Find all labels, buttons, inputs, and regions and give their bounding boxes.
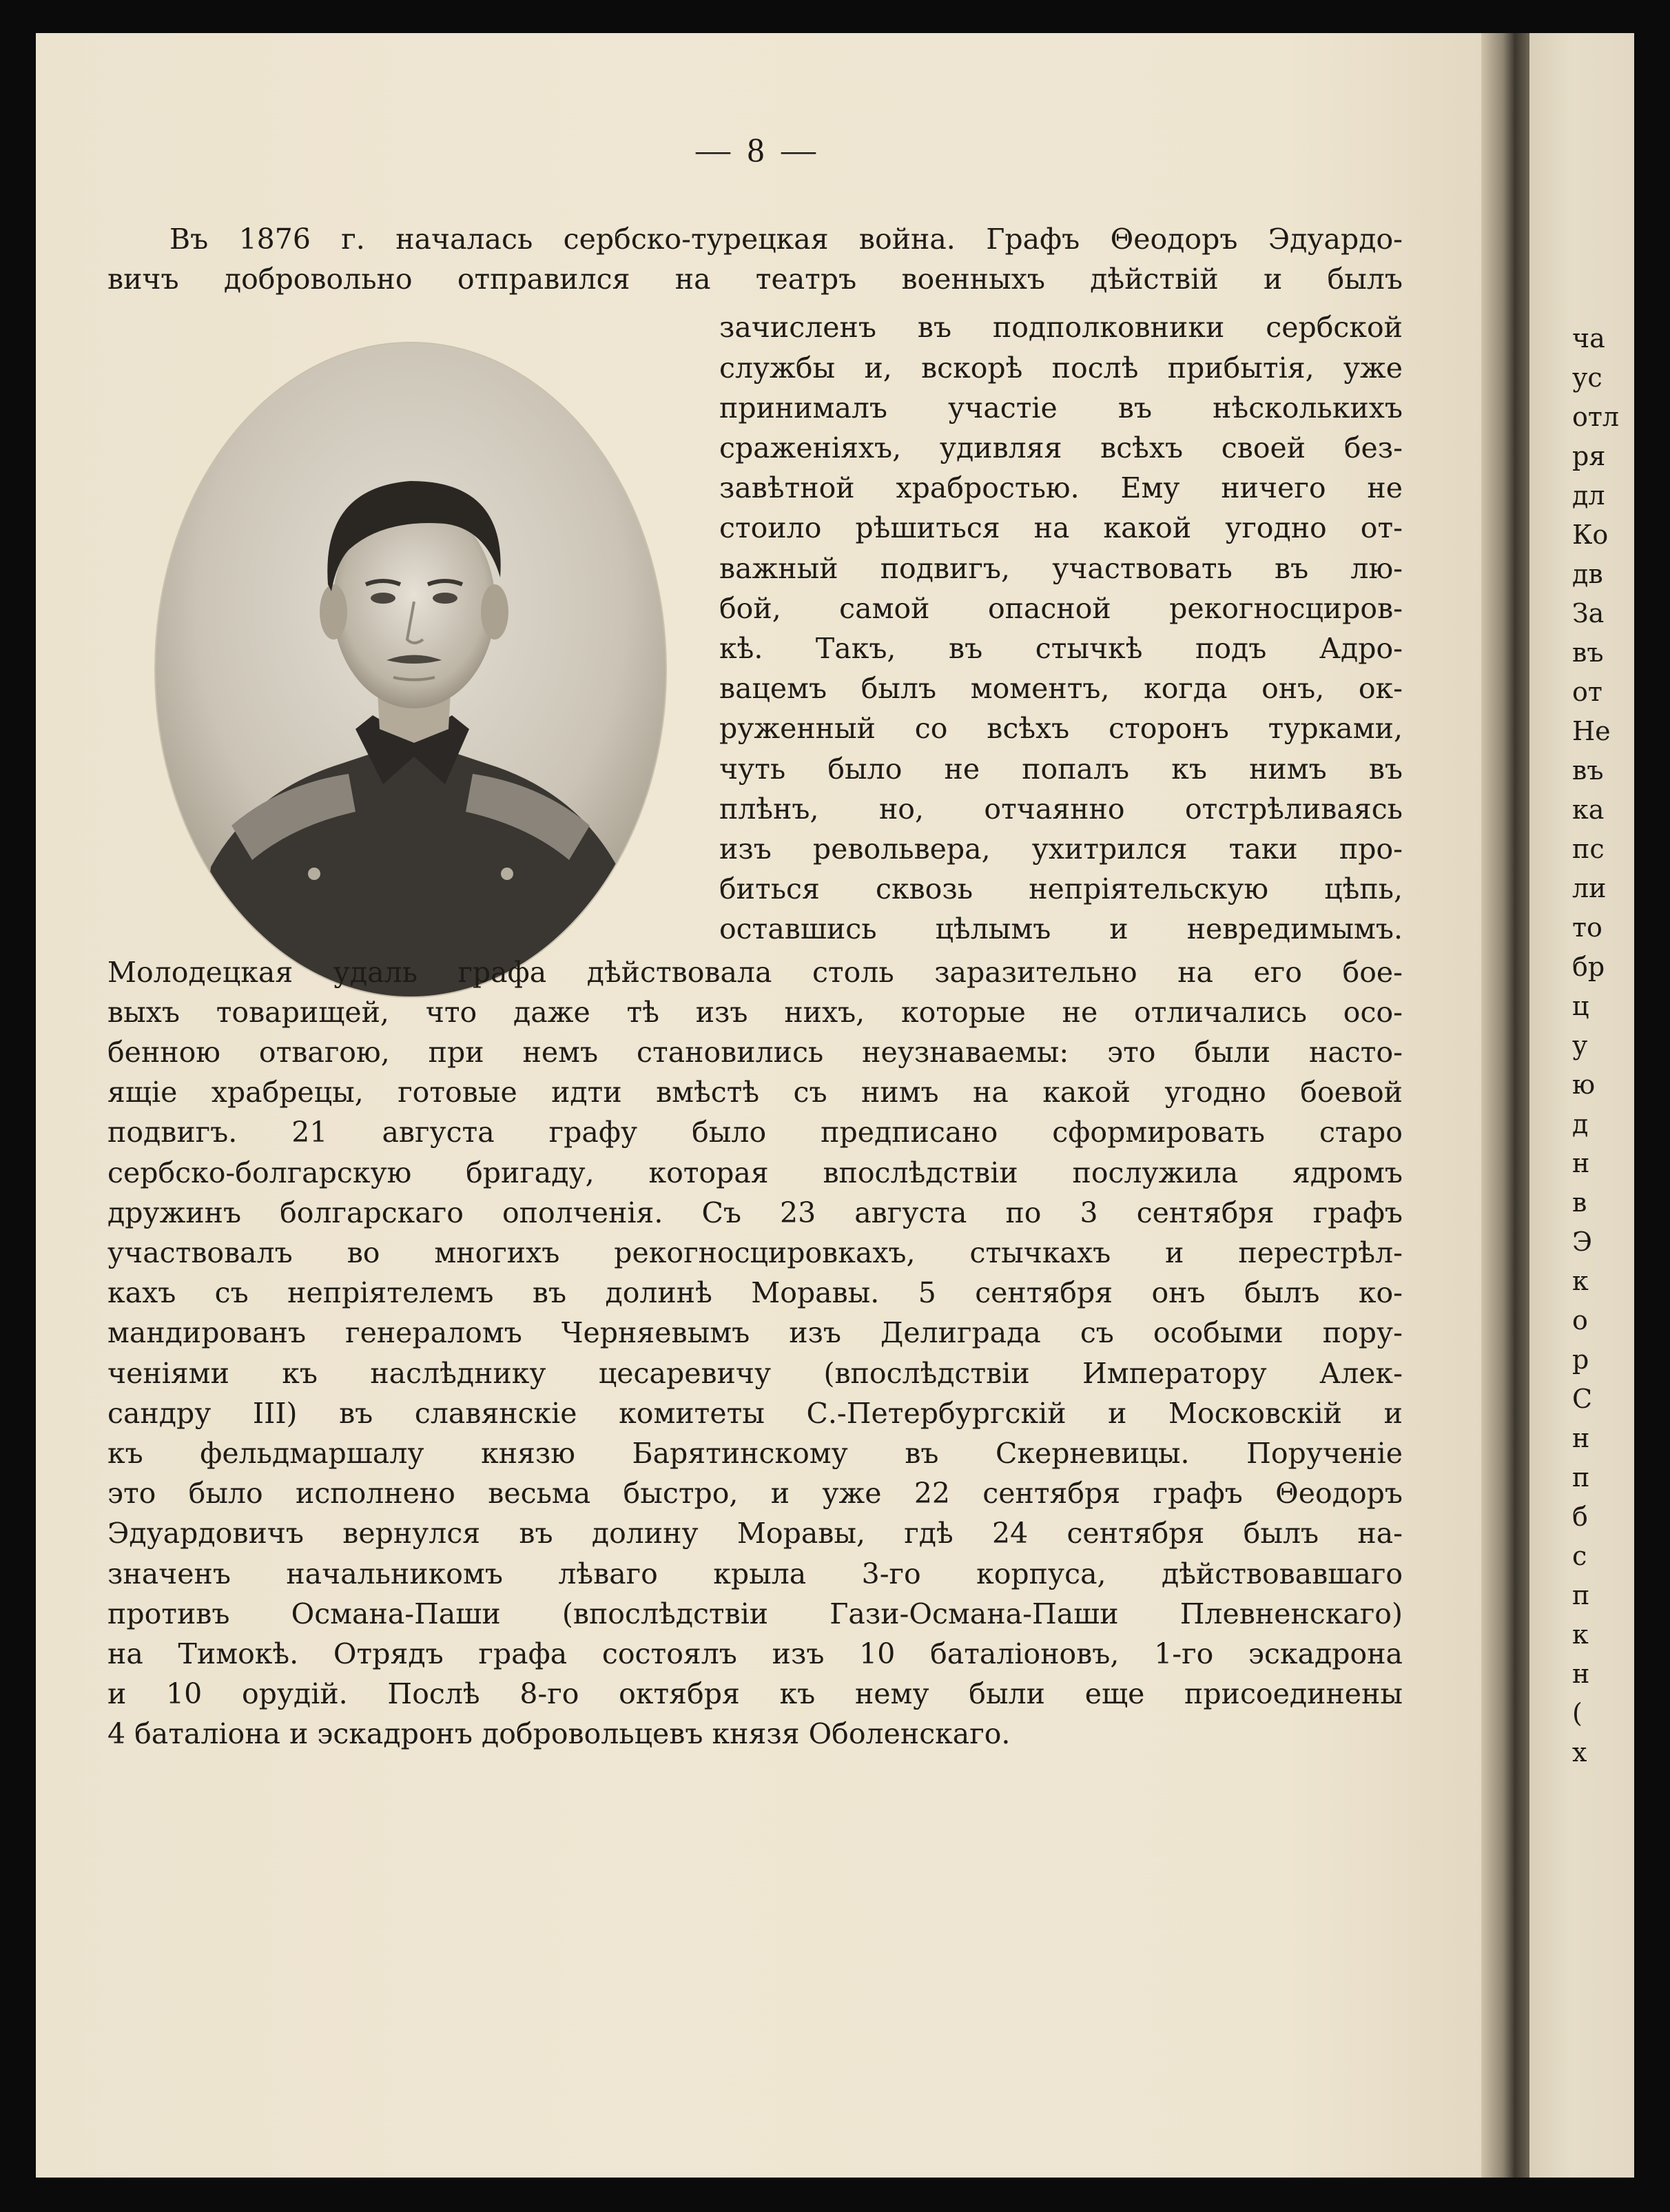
- facing-page-fragment: в: [1572, 1187, 1587, 1218]
- paragraph-line: вацемъ былъ моментъ, когда онъ, ок-: [719, 672, 1403, 706]
- paragraph-line: выхъ товарищей, что даже тѣ изъ нихъ, которые не отличались осо-: [107, 995, 1403, 1029]
- facing-page-fragment: р: [1572, 1344, 1589, 1375]
- paragraph-line: бой, самой опасной рекогносциров-: [719, 591, 1403, 625]
- facing-page-fragment: о: [1572, 1305, 1588, 1335]
- paragraph-line: и 10 орудій. Послѣ 8-го октября къ нему были еще присоединены: [107, 1677, 1403, 1711]
- facing-page-fragment: к: [1572, 1266, 1589, 1296]
- facing-page-fragment: п: [1572, 1580, 1590, 1610]
- paragraph-line: вичъ добровольно отправился на театръ военныхъ дѣйствій и былъ: [107, 263, 1403, 296]
- paragraph-line: Эдуардовичъ вернулся въ долину Моравы, гдѣ 24 сентября былъ на-: [107, 1517, 1403, 1550]
- book-gutter: [1481, 33, 1529, 2178]
- paragraph-line: къ фельдмаршалу князю Барятинскому въ Скерневицы. Порученіе: [107, 1437, 1403, 1470]
- facing-page-fragment: то: [1572, 912, 1602, 943]
- paragraph-line: значенъ начальникомъ лѣваго крыла 3-го корпуса, дѣйствовавшаго: [107, 1557, 1403, 1590]
- paragraph-line: кахъ съ непріятелемъ въ долинѣ Моравы. 5 сентября онъ былъ ко-: [107, 1276, 1403, 1310]
- page-number: — 8 —: [696, 130, 820, 169]
- paragraph-line: сандру III) въ славянскіе комитеты С.-Петербургскій и Московскій и: [107, 1396, 1403, 1430]
- facing-page-fragment: Э: [1572, 1227, 1593, 1257]
- paragraph-line: это было исполнено весьма быстро, и уже 22 сентября графъ Θеодоръ: [107, 1477, 1403, 1510]
- paragraph-line: чуть было не попалъ къ нимъ въ: [719, 752, 1403, 786]
- facing-page-fragment: въ: [1572, 637, 1604, 668]
- facing-page-fragment: д: [1572, 1109, 1589, 1139]
- paragraph-line: дружинъ болгарскаго ополченія. Съ 23 августа по 3 сентября графъ: [107, 1196, 1403, 1229]
- facing-page-fragment: Ко: [1572, 520, 1609, 550]
- facing-page-fragment: За: [1572, 598, 1605, 628]
- facing-page-fragment: б: [1572, 1502, 1588, 1532]
- facing-page-fragment: въ: [1572, 755, 1604, 786]
- facing-page-fragment: бр: [1572, 952, 1605, 982]
- paragraph-line: 4 баталіона и эскадронъ добровольцевъ князя Оболенскаго.: [107, 1717, 1011, 1751]
- facing-page-fragment: Не: [1572, 716, 1611, 746]
- paragraph-line: плѣнъ, но, отчаянно отстрѣливаясь: [719, 792, 1403, 826]
- portrait-photo: [156, 343, 666, 996]
- paragraph-line: службы и, вскорѣ послѣ прибытія, уже: [719, 351, 1403, 385]
- paragraph-line: биться сквозь непріятельскую цѣпь,: [719, 872, 1403, 906]
- facing-page-fragment: н: [1572, 1148, 1590, 1178]
- facing-page-fragment: ц: [1572, 991, 1589, 1021]
- paragraph-line: руженный со всѣхъ сторонъ турками,: [719, 712, 1403, 746]
- paragraph-line: ченіями къ наслѣднику цесаревичу (впослѣдствіи Императору Алек-: [107, 1356, 1403, 1390]
- paragraph-line: кѣ. Такъ, въ стычкѣ подъ Адро-: [719, 632, 1403, 665]
- portrait-illustration: [156, 343, 666, 996]
- paragraph-line: сербско-болгарскую бригаду, которая впослѣдствіи послужила ядромъ: [107, 1156, 1403, 1189]
- facing-page-fragment: от: [1572, 677, 1602, 707]
- facing-page-fragment: ю: [1572, 1069, 1596, 1100]
- paragraph-line: изъ револьвера, ухитрился таки про-: [719, 832, 1403, 866]
- facing-page-fragment: дл: [1572, 480, 1605, 511]
- facing-page-fragment: п: [1572, 1462, 1590, 1493]
- paragraph-line: важный подвигъ, участвовать въ лю-: [719, 551, 1403, 585]
- facing-page-fragment: н: [1572, 1423, 1590, 1453]
- paragraph-line: бенною отвагою, при немъ становились неузнаваемы: это были насто-: [107, 1036, 1403, 1069]
- facing-page-fragment: ря: [1572, 441, 1606, 471]
- paragraph-line: зачисленъ въ подполковники сербской: [719, 311, 1403, 345]
- paragraph-line: оставшись цѣлымъ и невредимымъ.: [719, 912, 1403, 946]
- facing-page-fragment: ча: [1572, 323, 1605, 354]
- facing-page-fragment: отл: [1572, 402, 1620, 432]
- facing-page-fragment: х: [1572, 1737, 1587, 1768]
- paragraph-line: Въ 1876 г. началась сербско-турецкая война. Графъ Θеодоръ Эдуардо-: [169, 223, 1403, 256]
- paragraph-line: участвовалъ во многихъ рекогносцировкахъ, стычкахъ и перестрѣл-: [107, 1236, 1403, 1269]
- facing-page-fragment: дв: [1572, 559, 1603, 589]
- facing-page-fragment: у: [1572, 1030, 1588, 1061]
- facing-page-fragment: с: [1572, 1541, 1587, 1571]
- paragraph-line: противъ Османа-Паши (впослѣдствіи Гази-Османа-Паши Плевненскаго): [107, 1597, 1403, 1630]
- paragraph-line: на Тимокѣ. Отрядъ графа состоялъ изъ 10 баталіоновъ, 1-го эскадрона: [107, 1637, 1403, 1670]
- paragraph-line: мандированъ генераломъ Черняевымъ изъ Делиграда съ особыми пору-: [107, 1316, 1403, 1350]
- facing-page-fragment: ли: [1572, 873, 1607, 903]
- facing-page: [1529, 33, 1634, 2178]
- paragraph-line: завѣтной храбростью. Ему ничего не: [719, 471, 1403, 505]
- paragraph-line: подвигъ. 21 августа графу было предписано сформировать старо: [107, 1116, 1403, 1149]
- paragraph-line: принималъ участіе въ нѣсколькихъ: [719, 391, 1403, 424]
- facing-page-fragment: С: [1572, 1384, 1593, 1414]
- paragraph-line: стоило рѣшиться на какой угодно от-: [719, 511, 1403, 545]
- paragraph-line: ящіе храбрецы, готовые идти вмѣстѣ съ нимъ на какой угодно боевой: [107, 1076, 1403, 1109]
- paragraph-line: Молодецкая удаль графа дѣйствовала столь заразительно на его бое-: [107, 955, 1403, 989]
- facing-page-fragment: н: [1572, 1659, 1590, 1689]
- paragraph-line: сраженіяхъ, удивляя всѣхъ своей без-: [719, 431, 1403, 464]
- facing-page-fragment: к: [1572, 1619, 1589, 1650]
- facing-page-fragment: (: [1572, 1698, 1583, 1728]
- facing-page-fragment: ка: [1572, 795, 1605, 825]
- facing-page-fragment: ус: [1572, 362, 1602, 393]
- facing-page-fragment: пс: [1572, 834, 1605, 864]
